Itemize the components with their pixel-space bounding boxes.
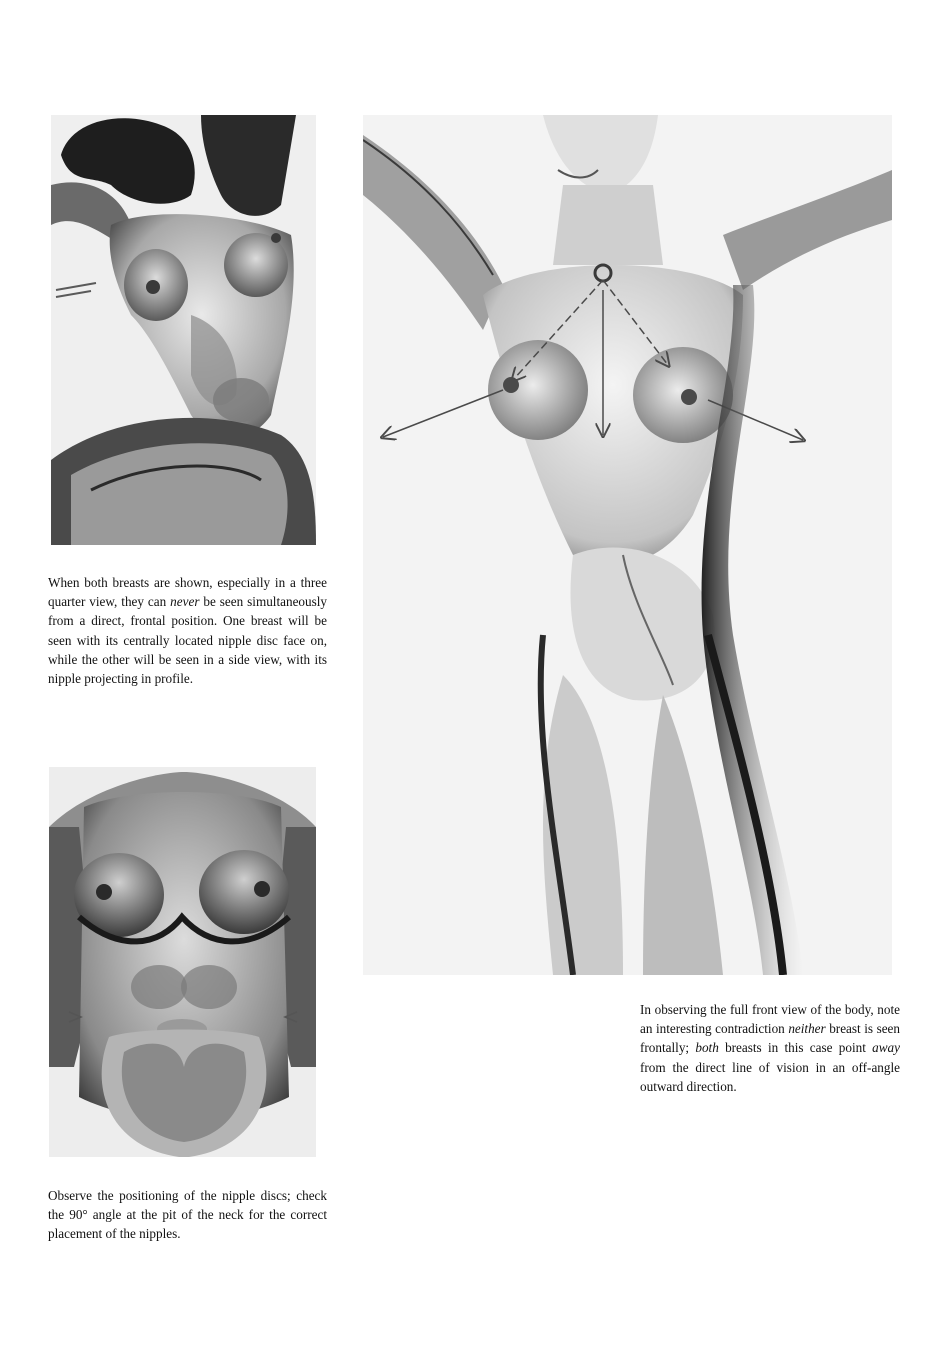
figure-drawing-icon [51,115,316,545]
caption-emphasis: both [695,1040,719,1056]
figure-drawing-icon [363,115,892,975]
caption-text: When both breasts are shown, especially in a three quarter view, they can [48,575,327,610]
figure-drawing-full-front-view [363,115,892,975]
caption-text: from the direct line of vision in an off-angle outward direction. [640,1059,900,1094]
caption-emphasis: neither [788,1021,826,1037]
caption-text: breast is seen frontally; [640,1021,900,1056]
caption-text: be seen simultaneously from a direct, frontal position. One breast will be seen with its centrally located nipple disc face on, while the other will be seen in a side view, with its nipple projecting in profile. [48,594,328,687]
caption-text: In observing the full front view of the body, note an interesting contradiction [640,1002,900,1037]
caption-emphasis: never [170,594,200,610]
figure-drawing-icon [49,767,316,1157]
figure-drawing-torso-front-view [49,767,316,1157]
figure-drawing-three-quarter-view [51,115,316,545]
caption-nipple-positioning [48,1186,327,1244]
caption-text: breasts in this case point [718,1040,873,1056]
caption-three-quarter-view [48,573,327,688]
caption-full-front-view [640,1000,900,1096]
caption-text: Observe the positioning of the nipple discs; check the 90° angle at the pit of the neck for the correct placement of the nipples. [48,1188,327,1242]
caption-emphasis: away [872,1040,900,1056]
